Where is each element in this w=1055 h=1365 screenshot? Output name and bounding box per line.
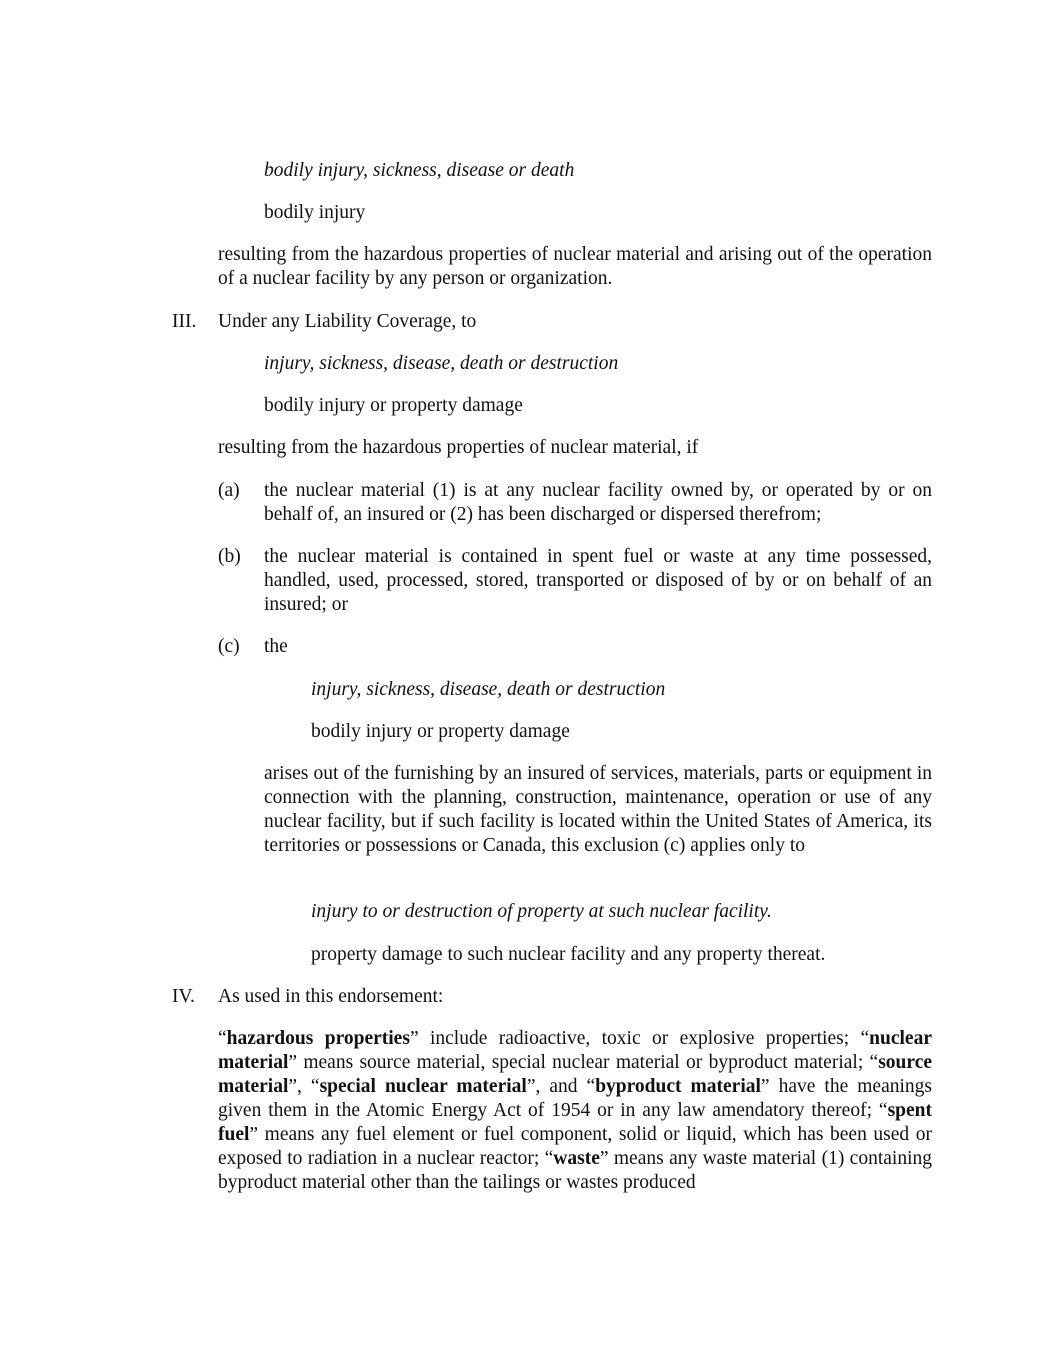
paragraph-2: resulting from the hazardous properties of nuclear material, if <box>218 437 699 458</box>
italic-clause-3: injury, sickness, disease, death or destruction <box>311 679 666 700</box>
clause-4: property damage to such nuclear facility and any property thereat. <box>311 944 826 965</box>
item-a-label: (a) <box>218 480 240 501</box>
term-special-nuclear-material: special nuclear material <box>319 1076 527 1097</box>
clause-1: bodily injury <box>264 202 366 223</box>
definitions-text: ” means any fuel element or fuel component, solid or liquid, which has been used or exposed to radiation in a nuclear reactor; “ <box>218 1124 932 1169</box>
term-waste: waste <box>553 1148 600 1169</box>
definitions-text: ”, “ <box>288 1076 320 1097</box>
item-b-label: (b) <box>218 546 241 567</box>
definitions-paragraph <box>218 1027 932 1195</box>
term-hazardous-properties: hazardous properties <box>226 1028 410 1049</box>
clause-2: bodily injury or property damage <box>264 395 523 416</box>
item-a-text: the nuclear material (1) is at any nuclear facility owned by, or operated by or on behalf of, an insured or (2) has been discharged or dispersed therefrom; <box>264 480 932 525</box>
item-b-text: the nuclear material is contained in spent fuel or waste at any time possessed, handled, used, processed, stored, transported or disposed of by or on behalf of an insured; or <box>264 546 932 615</box>
section-4-heading: As used in this endorsement: <box>218 986 444 1007</box>
section-3-number: III. <box>172 311 197 332</box>
italic-clause-1: bodily injury, sickness, disease or death <box>264 160 575 181</box>
term-byproduct-material: byproduct material <box>595 1076 761 1097</box>
definitions-text: ” means any waste material (1) containing byproduct material other than the tailings or wastes produced <box>218 1148 932 1193</box>
section-3-heading: Under any Liability Coverage, to <box>218 311 477 332</box>
definitions-text: ” have the meanings given them in the Atomic Energy Act of 1954 or in any law amendatory thereof; “ <box>218 1076 932 1121</box>
item-c-text: the <box>264 636 288 657</box>
paragraph-1: resulting from the hazardous properties of nuclear material and arising out of the operation of a nuclear facility by any person or organization. <box>218 244 932 289</box>
definitions-text: ” means source material, special nuclear material or byproduct material; “ <box>288 1052 879 1073</box>
term-nuclear-material: nuclear material <box>218 1028 932 1073</box>
clause-3: bodily injury or property damage <box>311 721 570 742</box>
section-4-number: IV. <box>172 986 195 1007</box>
term-source-material: source material <box>218 1052 932 1097</box>
term-spent-fuel: spent fuel <box>218 1100 932 1145</box>
definitions-text: “ <box>218 1028 227 1049</box>
definitions-text: ” include radioactive, toxic or explosive properties; “ <box>409 1028 870 1049</box>
item-c-label: (c) <box>218 636 240 657</box>
italic-clause-2: injury, sickness, disease, death or destruction <box>264 353 619 374</box>
paragraph-3: arises out of the furnishing by an insured of services, materials, parts or equipment in connection with the planning, construction, maintenance, operation or use of any nuclear facility, but if such facility is located within the United States of America, its territories or possessions or Canada, this exclusion (c) applies only to <box>264 763 932 856</box>
italic-clause-4: injury to or destruction of property at such nuclear facility. <box>311 901 772 922</box>
definitions-text: ”, and “ <box>526 1076 596 1097</box>
